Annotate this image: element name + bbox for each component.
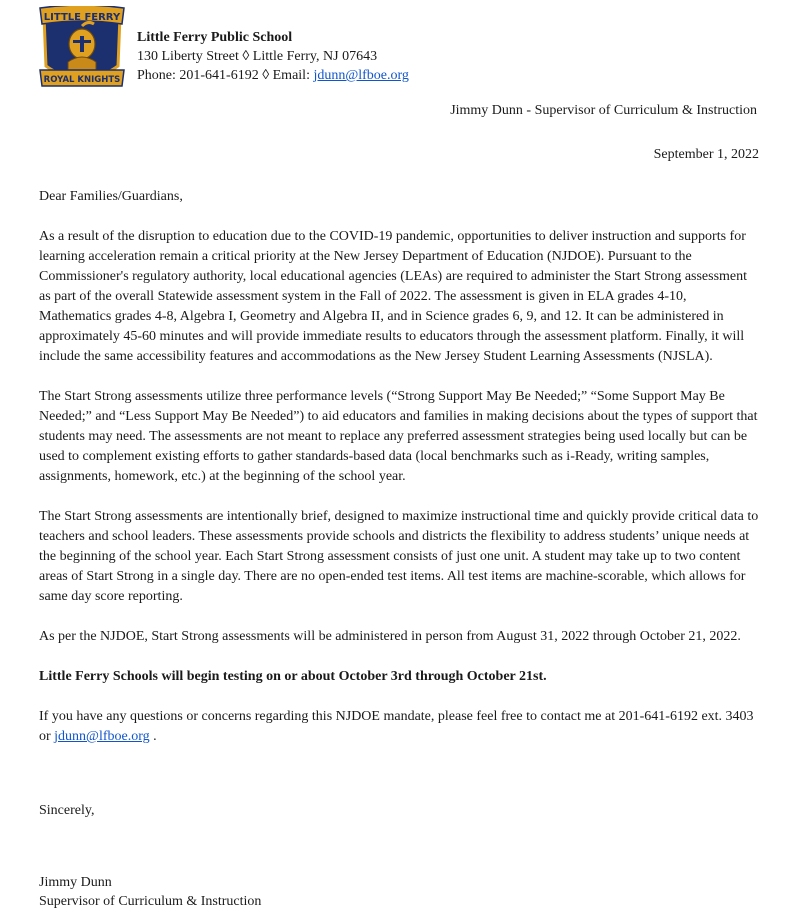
letter-date: September 1, 2022: [653, 147, 759, 162]
logo-top-text: LITTLE FERRY: [43, 12, 121, 23]
paragraph-assessment-design: The Start Strong assessments are intentionally brief, designed to maximize instructional time and quickly provide critical data to teachers and school leaders. These assessments provide schools and districts the flexibility to address students’ unique needs at the beginning of the school year. Each Start Strong assessment consists of just one unit. A student may take up to two content areas of Start Strong in a single day. There are no open-ended test items. All test items are machine-scorable, which allows for same day score reporting.: [39, 509, 759, 604]
phone-text: Phone: 201-641-6192 ◊ Email:: [137, 68, 314, 83]
signature-title: Supervisor of Curriculum & Instruction: [39, 894, 262, 909]
paragraph-schedule: As per the NJDOE, Start Strong assessments will be administered in person from August 31, 2022 through October 21, 2022.: [39, 629, 741, 644]
letterhead-info: [137, 28, 409, 85]
contact-end: .: [149, 729, 157, 744]
supervisor-line: Jimmy Dunn - Supervisor of Curriculum & Instruction: [450, 103, 757, 118]
logo-bottom-text: ROYAL KNIGHTS: [43, 75, 121, 85]
school-contact: [137, 66, 409, 85]
school-address: 130 Liberty Street ◊ Little Ferry, NJ 07643: [137, 49, 378, 64]
salutation: Dear Families/Guardians,: [39, 189, 183, 204]
paragraph-covid: As a result of the disruption to education due to the COVID-19 pandemic, opportunities to deliver instruction and supports for learning acceleration remain a critical priority at the New Jersey Department of Education (NJDOE). Pursuant to the Commissioner's regulatory authority, local educational agencies (LEAs) are required to administer the Start Strong assessment as part of the overall Statewide assessment system in the Fall of 2022. The assessment is given in ELA grades 4-10, Mathematics grades 4-8, Algebra I, Geometry and Algebra II, and in Science grades 6, 9, and 12. It can be administered in approximately 45-60 minutes and will provide immediate results to educators through the assessment platform. Finally, it will include the same accessibility features and accommodations as the New Jersey Student Learning Assessments (NJSLA).: [39, 229, 748, 364]
paragraph-contact: [39, 707, 759, 747]
contact-email-link[interactable]: jdunn@lfboe.org: [54, 729, 150, 744]
school-name: Little Ferry Public School: [137, 30, 293, 45]
signature-block: [39, 873, 759, 911]
email-link[interactable]: jdunn@lfboe.org: [313, 68, 409, 83]
paragraph-performance-levels: The Start Strong assessments utilize three performance levels (“Strong Support May Be Needed;” “Some Support May Be Needed;” and “Less Support May Be Needed”) to aid educators and families in making decisions about the types of support that students may need. The assessments are not meant to replace any preferred assessment strategies being used locally but can be used to complement existing efforts to gather standards-based data (local benchmarks such as i-Ready, writing samples, assignments, homework, etc.) at the beginning of the school year.: [39, 389, 758, 484]
closing: Sincerely,: [39, 803, 95, 818]
signature-name: Jimmy Dunn: [39, 875, 112, 890]
paragraph-testing-dates: Little Ferry Schools will begin testing on or about October 3rd through October 21st.: [39, 669, 547, 684]
school-logo: [38, 6, 126, 92]
contact-text: If you have any questions or concerns regarding this NJDOE mandate, please feel free to contact me at 201-641-6192 ext. 3403 or: [39, 709, 754, 744]
